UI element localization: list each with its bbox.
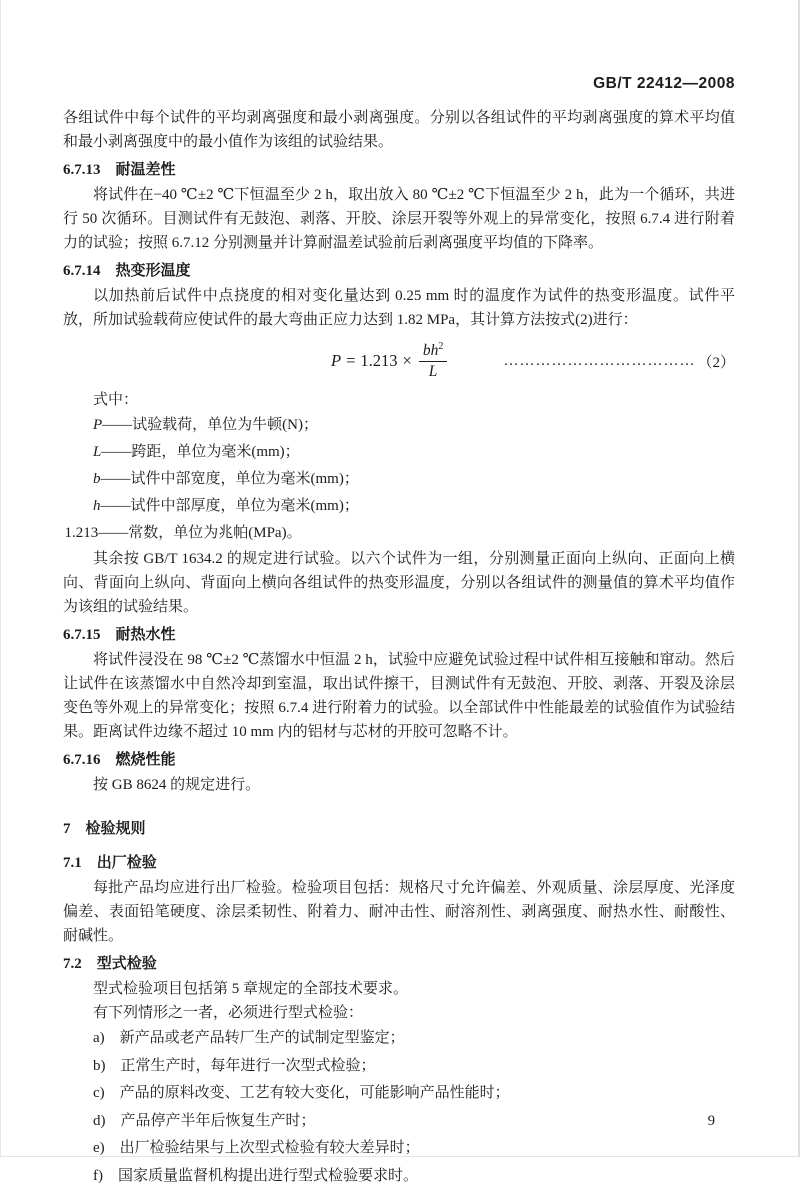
symbol-definition-b (63, 466, 735, 493)
clause-heading-7-2: 7.2 型式检验 (63, 956, 157, 973)
formula-2 (63, 341, 735, 381)
clause-heading-6-7-16: 6.7.16 燃烧性能 (63, 752, 176, 769)
type-inspection-condition-e: e) 出厂检验结果与上次型式检验有较大差异时； (93, 1140, 420, 1157)
page-header (63, 74, 735, 94)
chapter-heading-7: 7 检验规则 (63, 821, 146, 838)
symbol-definition-P (63, 412, 735, 439)
formula-equation-number: （2） (697, 354, 735, 371)
definition-text: ——常数，单位为兆帕(MPa)。 (98, 525, 302, 542)
symbol-h: h (93, 498, 101, 515)
formula-times-sign: × (402, 351, 412, 371)
clause-paragraph-7-1: 每批产品均应进行出厂检验。检验项目包括：规格尺寸允许偏差、外观质量、涂层厚度、光泽度偏差、表面铅笔硬度、涂层柔韧性、附着力、耐冲击性、耐溶剂性、剥离强度、耐热水性、耐酸性、耐碱性。 (63, 880, 735, 945)
definition-text: ——试件中部厚度，单位为毫米(mm)； (100, 498, 359, 515)
page-footer (708, 1113, 715, 1130)
clause-heading-6-7-13: 6.7.13 耐温差性 (63, 162, 176, 178)
paragraph-continuation: 各组试件中每个试件的平均剥离强度和最小剥离强度。分别以各组试件的平均剥离强度的算术平均值和最小剥离强度中的最小值作为该组的试验结果。 (63, 110, 735, 150)
formula-coefficient: 1.213 (360, 351, 398, 371)
clause-paragraph-7-2-conditions: 有下列情形之一者，必须进行型式检验： (93, 1005, 364, 1022)
definition-text: ——试件中部宽度，单位为毫米(mm)； (100, 471, 359, 488)
fraction-numerator (419, 341, 448, 362)
symbol-constant: 1.213 (64, 525, 99, 542)
type-inspection-condition-a: a) 新产品或老产品转厂生产的试制定型鉴定； (93, 1030, 405, 1047)
formula-fraction (419, 341, 448, 381)
formula-equals-sign: = (346, 351, 356, 371)
fraction-denominator: L (428, 363, 438, 381)
symbol-definition-constant (63, 520, 735, 547)
numerator-base: bh (422, 342, 439, 360)
symbol-definition-L (63, 439, 735, 466)
clause-heading-6-7-15: 6.7.15 耐热水性 (63, 627, 176, 644)
clause-paragraph-6-7-14-rest: 其余按 GB/T 1634.2 的规定进行试验。以六个试件为一组，分别测量正面向上纵向、正面向上横向、背面向上纵向、背面向上横向各组试件的热变形温度，分别以各组试件的测量值的算术平均值作为该组的试验结果。 (63, 551, 735, 616)
type-inspection-condition-d: d) 产品停产半年后恢复生产时； (93, 1112, 316, 1129)
definition-text: ——跨距，单位为毫米(mm)； (101, 444, 300, 461)
clause-paragraph-6-7-14-intro: 以加热前后试件中点挠度的相对变化量达到 0.25 mm 时的温度作为试件的热变形温度。试件平放，所加试验载荷应使试件的最大弯曲正应力达到 1.82 MPa，其计算方法按式(2)进行： (63, 288, 735, 328)
formula-expression (331, 341, 452, 381)
symbol-L: L (93, 444, 102, 461)
symbol-definition-h (63, 493, 735, 520)
formula-dot-leader: ……………………………… (503, 352, 696, 369)
type-inspection-condition-c: c) 产品的原料改变、工艺有较大变化，可能影响产品性能时； (93, 1085, 510, 1102)
numerator-exponent: 2 (438, 341, 444, 352)
symbol-b: b (93, 471, 101, 488)
clause-paragraph-7-2-intro: 型式检验项目包括第 5 章规定的全部技术要求。 (93, 981, 409, 998)
formula-variable-p: P (331, 351, 342, 371)
clause-paragraph-6-7-15: 将试件浸没在 98 ℃±2 ℃蒸馏水中恒温 2 h，试验中应避免试验过程中试件相互接触和窜动。然后让试件在该蒸馏水中自然冷却到室温，取出试件擦干，目测试件有无鼓泡、开胶、剥落、开裂及涂层变色等外观上的异常变化；按照 6.7.4 进行附着力的试验。以全部试件中性能最差的试验值作为试验结果。距离试件边缘不超过 10 mm 内的铝材与芯材的开胶可忽略不计。 (63, 652, 735, 741)
clause-heading-7-1: 7.1 出厂检验 (63, 855, 157, 872)
where-label: 式中： (93, 392, 139, 409)
clause-heading-6-7-14: 6.7.14 热变形温度 (63, 263, 191, 279)
standard-number: GB/T 22412—2008 (593, 75, 735, 92)
type-inspection-condition-f: f) 国家质量监督机构提出进行型式检验要求时。 (93, 1167, 418, 1184)
type-inspection-condition-b: b) 正常生产时，每年进行一次型式检验； (93, 1057, 376, 1074)
page-number: 9 (707, 1113, 715, 1129)
document-content (63, 106, 735, 1190)
clause-paragraph-6-7-16: 按 GB 8624 的规定进行。 (93, 777, 261, 794)
symbol-P: P (93, 417, 103, 434)
definition-text: ——试验载荷，单位为牛顿(N)； (102, 417, 318, 434)
clause-paragraph-6-7-13: 将试件在−40 ℃±2 ℃下恒温至少 2 h，取出放入 80 ℃±2 ℃下恒温至少 2 h，此为一个循环，共进行 50 次循环。目测试件有无鼓泡、剥落、开胶、涂层开裂等外观上的异常变化，按照 6.7.4 进行附着力的试验；按照 6.7.12 分别测量并计算耐温差试验前后剥离强度平均值的下降率。 (63, 187, 735, 251)
